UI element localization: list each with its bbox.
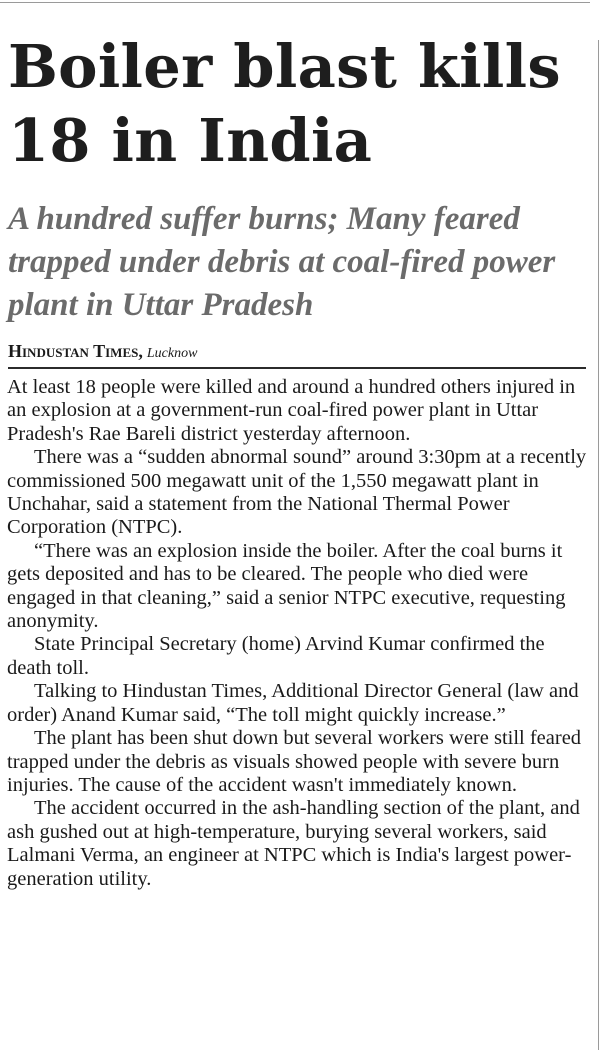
- byline-rule: [8, 367, 586, 369]
- article-paragraph: Talking to Hindustan Times, Additional Director General (law and order) Anand Kumar said, “The toll might quickly increase.”: [7, 680, 579, 726]
- article-paragraph: State Principal Secretary (home) Arvind Kumar confirmed the death toll.: [7, 633, 545, 679]
- headline: Boiler blast kills 18 in India: [8, 32, 561, 175]
- article-paragraph: The plant has been shut down but several workers were still feared trapped under the debris as visuals showed people with severe burn injuries. The cause of the accident wasn't immediately known.: [7, 727, 582, 796]
- article-paragraph: “There was an explosion inside the boiler. After the coal burns it gets deposited and has to be cleared. The people who died were engaged in that cleaning,” said a senior NTPC executive, requesting anonymity.: [7, 539, 566, 633]
- subheadline: A hundred suffer burns; Many feared trapped under debris at coal-fired power plant in Uttar Pradesh: [8, 201, 556, 323]
- article-body: [7, 376, 593, 891]
- byline-source: Hindustan Times,: [8, 341, 143, 361]
- article-paragraph: At least 18 people were killed and around a hundred others injured in an explosion at a government-run coal-fired power plant in Uttar Pradesh's Rae Bareli district yesterday afternoon.: [7, 376, 576, 445]
- column-divider: [598, 40, 599, 1050]
- byline-location: Lucknow: [146, 346, 198, 361]
- byline: [8, 340, 594, 362]
- article-paragraph: The accident occurred in the ash-handling section of the plant, and ash gushed out at high-temperature, burying several workers, said Lalmani Verma, an engineer at NTPC which is India's largest power-generation utility.: [7, 797, 580, 890]
- top-rule: [0, 2, 590, 3]
- article-paragraph: There was a “sudden abnormal sound” around 3:30pm at a recently commissioned 500 megawatt unit of the 1,550 megawatt plant in Unchahar, said a statement from the National Thermal Power Corporation (NTPC).: [7, 446, 587, 539]
